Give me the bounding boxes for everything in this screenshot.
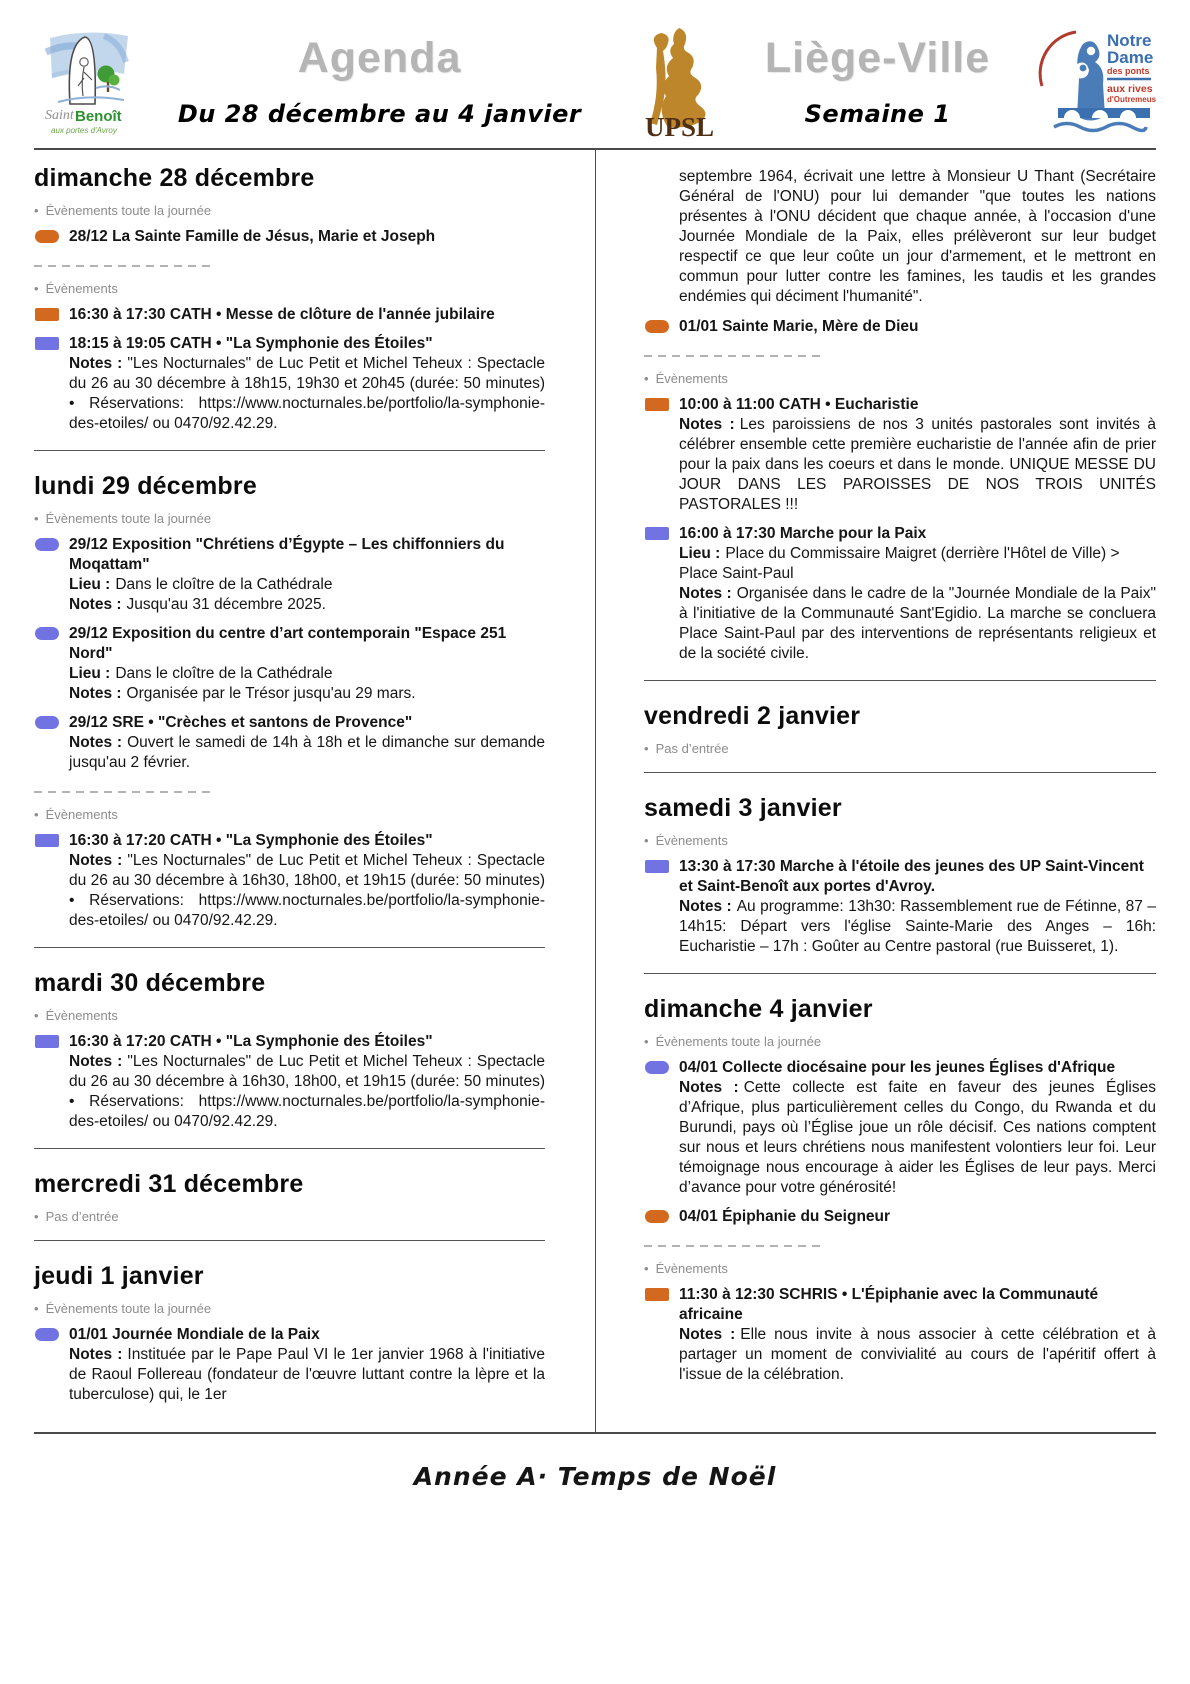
event-title: 16:30 à 17:20 CATH • "La Symphonie des Étoiles" bbox=[69, 1033, 433, 1050]
day-heading: mercredi 31 décembre bbox=[34, 1170, 304, 1198]
bullet-icon: • bbox=[34, 203, 39, 218]
bullet-icon: • bbox=[34, 1301, 39, 1316]
section-label-text: Évènements bbox=[45, 1008, 118, 1023]
event-body bbox=[69, 305, 545, 325]
event-detail-line bbox=[69, 595, 545, 615]
event-body bbox=[679, 317, 1156, 337]
event-body bbox=[679, 524, 1156, 664]
event-title: 04/01 Collecte diocésaine pour les jeunes Églises d'Afrique bbox=[679, 1059, 1116, 1076]
all-day-event-marker bbox=[35, 1328, 59, 1341]
event-body bbox=[679, 857, 1156, 957]
event-title: 10:00 à 11:00 CATH • Eucharistie bbox=[679, 396, 919, 413]
event-title: 01/01 Journée Mondiale de la Paix bbox=[69, 1326, 320, 1343]
dashed-separator bbox=[644, 1245, 822, 1247]
section-label-text: Évènements toute la journée bbox=[45, 511, 212, 526]
event-body bbox=[69, 227, 545, 247]
bullet-icon: • bbox=[34, 1008, 39, 1023]
detail-text: Les paroissiens de nos 3 unités pastorales sont invités à célébrer ensemble cette première eucharistie de l'année afin de prier pour la paix dans les coeurs et dans le monde. UNIQUE MESSE DU JOUR DANS LES PAROISSES DE NOS TROIS UNITÉS PASTORALES !!! bbox=[679, 416, 1156, 513]
event-item bbox=[34, 305, 545, 325]
event-detail-line bbox=[679, 415, 1156, 515]
footer-text: Année A· Temps de Noël bbox=[413, 1462, 777, 1491]
all-day-event-marker bbox=[645, 1061, 669, 1074]
section-label bbox=[644, 741, 1156, 756]
saint-benoit-tagline: aux portes d'Avroy bbox=[51, 126, 117, 135]
section-label-text: Pas d’entrée bbox=[45, 1209, 119, 1224]
event-item bbox=[34, 535, 545, 615]
event-body bbox=[69, 1032, 545, 1132]
all-day-event-marker bbox=[645, 1210, 669, 1223]
detail-label: Notes : bbox=[69, 1053, 123, 1070]
event-title: 13:30 à 17:30 Marche à l'étoile des jeunes des UP Saint-Vincent et Saint-Benoît aux portes d'Avroy. bbox=[679, 858, 1144, 895]
timed-event-marker bbox=[35, 1035, 59, 1048]
footer-rule bbox=[34, 1432, 1156, 1434]
event-body bbox=[69, 624, 545, 704]
section-label-text: Évènements bbox=[45, 281, 118, 296]
detail-label: Notes : bbox=[69, 685, 122, 702]
day-heading: dimanche 28 décembre bbox=[34, 164, 315, 192]
event-item bbox=[34, 831, 545, 931]
detail-text: "Les Nocturnales" de Luc Petit et Michel Teheux : Spectacle du 26 au 30 décembre à 16h30, 18h00, et 19h15 (durée: 50 minutes) • Réservations: https://www.nocturnales.be/portfolio/la-symphonie-des-etoiles/ ou 0470/92.42.29. bbox=[69, 1053, 545, 1130]
detail-label: Notes : bbox=[69, 1346, 123, 1363]
bridge-and-water bbox=[1054, 108, 1150, 131]
section-label bbox=[644, 1034, 1156, 1049]
day-heading: lundi 29 décembre bbox=[34, 472, 257, 500]
section-label-text: Évènements toute la journée bbox=[45, 1301, 212, 1316]
bullet-icon: • bbox=[644, 371, 649, 386]
detail-label: Notes : bbox=[679, 416, 735, 433]
day-heading: samedi 3 janvier bbox=[644, 794, 842, 822]
day-heading: mardi 30 décembre bbox=[34, 969, 266, 997]
event-title: 04/01 Épiphanie du Seigneur bbox=[679, 1208, 891, 1225]
event-detail-line bbox=[679, 544, 1156, 584]
timed-event-marker bbox=[645, 1288, 669, 1301]
event-detail-line bbox=[69, 1052, 545, 1132]
event-item bbox=[34, 334, 545, 434]
detail-label: Lieu : bbox=[69, 576, 111, 593]
bullet-icon: • bbox=[34, 807, 39, 822]
timed-event-marker bbox=[35, 308, 59, 321]
event-detail-line bbox=[69, 684, 545, 704]
red-arc bbox=[1040, 32, 1076, 86]
timed-event-marker bbox=[645, 527, 669, 540]
notre-dame-text-line3: des ponts bbox=[1107, 66, 1150, 76]
bullet-icon: • bbox=[34, 511, 39, 526]
timed-event-marker bbox=[645, 860, 669, 873]
event-body bbox=[679, 1207, 1156, 1227]
all-day-event-marker bbox=[35, 538, 59, 551]
event-detail-line bbox=[69, 1345, 545, 1405]
section-label-text: Évènements toute la journée bbox=[45, 203, 212, 218]
section-label bbox=[644, 1261, 1156, 1276]
all-day-event-marker bbox=[35, 627, 59, 640]
columns bbox=[0, 150, 1190, 1432]
event-item bbox=[644, 524, 1156, 664]
detail-label: Notes : bbox=[679, 1079, 739, 1096]
section-label bbox=[34, 281, 545, 296]
bullet-icon: • bbox=[644, 833, 649, 848]
section-label-text: Évènements bbox=[655, 371, 728, 386]
event-detail-line bbox=[69, 664, 545, 684]
event-body bbox=[679, 395, 1156, 515]
day-heading: dimanche 4 janvier bbox=[644, 995, 873, 1023]
detail-text: "Les Nocturnales" de Luc Petit et Michel Teheux : Spectacle du 26 au 30 décembre à 18h15, 19h30 et 20h45 (durée: 50 minutes) • Réservations: https://www.nocturnales.be/portfolio/la-symphonie-des-etoiles/ ou 0470/92.42.29. bbox=[69, 355, 545, 432]
section-label bbox=[34, 807, 545, 822]
detail-label: Notes : bbox=[679, 585, 732, 602]
day-separator-rule bbox=[644, 973, 1156, 974]
event-item bbox=[644, 1207, 1156, 1227]
detail-text: Ouvert le samedi de 14h à 18h et le dimanche sur demande jusqu'au 2 février. bbox=[69, 734, 545, 771]
detail-label: Notes : bbox=[679, 1326, 736, 1343]
event-title: 29/12 Exposition du centre d’art contemporain "Espace 251 Nord" bbox=[69, 625, 507, 662]
notre-dame-text-line1: Notre bbox=[1107, 31, 1152, 50]
detail-label: Lieu : bbox=[69, 665, 111, 682]
detail-text: Place du Commissaire Maigret (derrière l'Hôtel de Ville) > Place Saint-Paul bbox=[679, 545, 1120, 582]
detail-text: Jusqu'au 31 décembre 2025. bbox=[126, 596, 326, 613]
event-item bbox=[34, 227, 545, 247]
event-item bbox=[34, 1032, 545, 1132]
bullet-icon: • bbox=[644, 741, 649, 756]
event-item bbox=[644, 317, 1156, 337]
event-detail-line bbox=[69, 851, 545, 931]
detail-label: Notes : bbox=[679, 898, 732, 915]
event-title: 28/12 La Sainte Famille de Jésus, Marie et Joseph bbox=[69, 228, 436, 245]
timed-event-marker bbox=[35, 337, 59, 350]
section-label bbox=[34, 1301, 545, 1316]
event-body bbox=[69, 831, 545, 931]
event-title: 29/12 Exposition "Chrétiens d’Égypte – Les chiffonniers du Moqattam" bbox=[69, 536, 505, 573]
all-day-event-marker bbox=[35, 230, 59, 243]
section-label bbox=[34, 511, 545, 526]
notre-dame-text-line4: aux rives bbox=[1107, 83, 1153, 95]
footer bbox=[0, 1462, 1190, 1491]
event-detail-line bbox=[679, 584, 1156, 664]
day-separator-rule bbox=[34, 947, 545, 948]
event-body bbox=[69, 1325, 545, 1405]
agenda-title: Agenda bbox=[297, 34, 462, 82]
event-detail-line bbox=[69, 354, 545, 434]
event-title: 01/01 Sainte Marie, Mère de Dieu bbox=[679, 318, 919, 335]
event-title: 18:15 à 19:05 CATH • "La Symphonie des Étoiles" bbox=[69, 335, 433, 352]
detail-label: Lieu : bbox=[679, 545, 721, 562]
section-label-text: Pas d’entrée bbox=[655, 741, 729, 756]
dashed-separator bbox=[34, 791, 212, 793]
left-column bbox=[34, 150, 595, 1432]
event-item bbox=[644, 395, 1156, 515]
day-separator-rule bbox=[644, 772, 1156, 773]
section-label-text: Évènements toute la journée bbox=[655, 1034, 822, 1049]
event-detail-line bbox=[69, 733, 545, 773]
detail-text: Au programme: 13h30: Rassemblement rue de Fétinne, 87 – 14h15: Départ vers l'église Sainte-Marie des Anges – 16h: Eucharistie – 17h : Goûter au Centre pastoral (rue Buisseret, 1). bbox=[679, 898, 1156, 955]
dashed-separator bbox=[644, 355, 822, 357]
header-left-titles bbox=[138, 24, 621, 128]
date-range: Du 28 décembre au 4 janvier bbox=[177, 100, 582, 128]
event-body bbox=[69, 334, 545, 434]
detail-text: Dans le cloître de la Cathédrale bbox=[115, 665, 333, 682]
detail-label: Notes : bbox=[69, 852, 123, 869]
section-label bbox=[34, 1209, 545, 1224]
section-label bbox=[34, 1008, 545, 1023]
bullet-icon: • bbox=[644, 1261, 649, 1276]
event-title: 16:30 à 17:30 CATH • Messe de clôture de l'année jubilaire bbox=[69, 306, 495, 323]
detail-text: Dans le cloître de la Cathédrale bbox=[115, 576, 333, 593]
timed-event-marker bbox=[645, 398, 669, 411]
continuation-text: septembre 1964, écrivait une lettre à Monsieur U Thant (Secrétaire Général de l'ONU) pour lui demander "que toutes les nations présentes à l'ONU décident que chaque année, à l'occasion d'une Journée Mondiale de la Paix, elles prélèveront sur leur budget respectif ce que leur coûte un jour d'armement, et le mettront en commun pour lutter contre les famines, les taudis et les grandes endémies qui déciment l'humanité". bbox=[679, 168, 1156, 305]
event-item bbox=[644, 1285, 1156, 1385]
upsl-logo-text: UPSL bbox=[645, 112, 715, 142]
event-title: 29/12 SRE • "Crèches et santons de Provence" bbox=[69, 714, 413, 731]
section-label-text: Évènements bbox=[45, 807, 118, 822]
day-heading: vendredi 2 janvier bbox=[644, 702, 861, 730]
notre-dame-text-line2: Dame bbox=[1107, 48, 1154, 67]
week-label: Semaine 1 bbox=[804, 100, 951, 128]
all-day-event-marker bbox=[35, 716, 59, 729]
event-item bbox=[34, 1325, 545, 1405]
event-title: 16:30 à 17:20 CATH • "La Symphonie des Étoiles" bbox=[69, 832, 433, 849]
section-label bbox=[644, 371, 1156, 386]
saint-benoit-logo bbox=[38, 24, 138, 143]
event-body bbox=[69, 535, 545, 615]
saint-benoit-name-part1: Saint bbox=[45, 108, 74, 123]
event-title: 11:30 à 12:30 SCHRIS • L'Épiphanie avec la Communauté africaine bbox=[679, 1286, 1099, 1323]
detail-text: "Les Nocturnales" de Luc Petit et Michel Teheux : Spectacle du 26 au 30 décembre à 16h30, 18h00, et 19h15 (durée: 50 minutes) • Réservations: https://www.nocturnales.be/portfolio/la-symphonie-des-etoiles/ ou 0470/92.42.29. bbox=[69, 852, 545, 929]
event-detail-line bbox=[69, 575, 545, 595]
day-separator-rule bbox=[34, 1148, 545, 1149]
section-label bbox=[644, 833, 1156, 848]
notre-dame-logo bbox=[1030, 24, 1156, 141]
detail-label: Notes : bbox=[69, 596, 122, 613]
right-column bbox=[595, 150, 1156, 1432]
timed-event-marker bbox=[35, 834, 59, 847]
upsl-logo bbox=[621, 24, 725, 147]
bullet-icon: • bbox=[644, 1034, 649, 1049]
event-body bbox=[69, 713, 545, 773]
day-separator-rule bbox=[34, 1240, 545, 1241]
event-item bbox=[34, 624, 545, 704]
saint-benoit-name-part2: Benoît bbox=[75, 108, 122, 125]
detail-label: Notes : bbox=[69, 734, 123, 751]
detail-text: Organisée par le Trésor jusqu'au 29 mars. bbox=[126, 685, 416, 702]
city-title: Liège-Ville bbox=[764, 34, 991, 82]
day-separator-rule bbox=[34, 450, 545, 451]
dashed-separator bbox=[34, 265, 212, 267]
detail-text: Organisée dans le cadre de la "Journée Mondiale de la Paix" à l'initiative de la Communauté Sant'Egidio. La marche se concluera Place Saint-Paul par des interventions de représentants religieux et de la société civile. bbox=[679, 585, 1156, 662]
section-label-text: Évènements bbox=[655, 1261, 728, 1276]
header-right-titles bbox=[725, 24, 1030, 128]
all-day-event-marker bbox=[645, 320, 669, 333]
bullet-icon: • bbox=[34, 281, 39, 296]
event-detail-line bbox=[679, 1078, 1156, 1198]
event-detail-line bbox=[679, 1325, 1156, 1385]
section-label-text: Évènements bbox=[655, 833, 728, 848]
notre-dame-text-line5: d'Outremeuse bbox=[1107, 95, 1156, 104]
event-detail-line bbox=[679, 897, 1156, 957]
detail-text: Cette collecte est faite en faveur des jeunes Églises d’Afrique, plus particulièrement celles du Congo, du Rwanda et du Burundi, pays où l’Église joue un rôle décisif. Ces nations comptent sur nous et leurs chrétiens nous manifestent volontiers leur foi. Leur témoignage nous encourage à aider les Églises de leur pays. Merci d’avance pour votre générosité! bbox=[679, 1079, 1156, 1196]
detail-label: Notes : bbox=[69, 355, 123, 372]
event-body bbox=[679, 1058, 1156, 1198]
bullet-icon: • bbox=[34, 1209, 39, 1224]
header bbox=[0, 16, 1190, 148]
event-item bbox=[644, 857, 1156, 957]
day-separator-rule bbox=[644, 680, 1156, 681]
event-item bbox=[644, 1058, 1156, 1198]
continuation-paragraph bbox=[644, 167, 1156, 307]
section-label bbox=[34, 203, 545, 218]
event-item bbox=[34, 713, 545, 773]
event-title: 16:00 à 17:30 Marche pour la Paix bbox=[679, 525, 927, 542]
saint-benoit-illustration bbox=[46, 32, 128, 104]
detail-text: Instituée par le Pape Paul VI le 1er janvier 1968 à l'initiative de Raoul Follereau (fondateur de l'œuvre luttant contre la lèpre et la tuberculose) qui, le 1er bbox=[69, 1346, 545, 1403]
event-body bbox=[679, 1285, 1156, 1385]
detail-text: Elle nous invite à nous associer à cette célébration et à partager un moment de convivialité au cours de l'apéritif offert à l'issue de la célébration. bbox=[679, 1326, 1156, 1383]
day-heading: jeudi 1 janvier bbox=[34, 1262, 204, 1290]
